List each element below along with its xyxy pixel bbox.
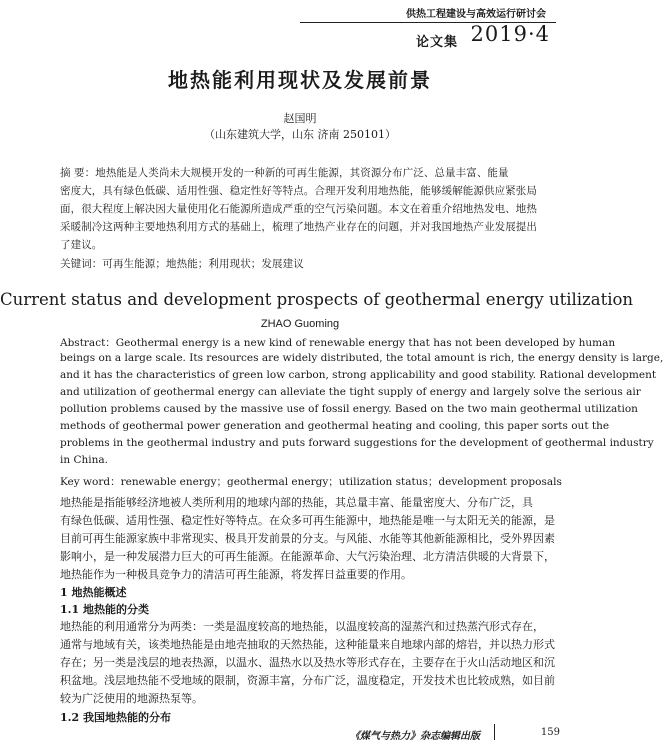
header-year-issue: 2019·4 xyxy=(470,22,550,46)
abstract-en-line: pollution problems caused by the massive use of fossil energy. Based on the two main geothermal utilization xyxy=(60,403,638,415)
body-text-line: 较为广泛使用的地源热泵等。 xyxy=(60,692,203,705)
body-text-line: 有绿色低碳、适用性强、稳定性好等特点。在众多可再生能源中，地热能是唯一与太阳无关的能源，是 xyxy=(60,514,555,527)
page-number: 159 xyxy=(540,727,560,738)
abstract-en-line: in China. xyxy=(60,454,108,466)
abstract-cn-line: 采暖制冷这两种主要地热利用方式的基础上，梳理了地热产业存在的问题，并对我国地热产业发展提出 xyxy=(60,221,537,233)
subsection-heading: 1.1 地热能的分类 xyxy=(60,603,149,616)
abstract-en-line: problems in the geothermal industry and puts forward suggestions for the development of geothermal industry xyxy=(60,437,654,449)
body-text-line: 通常与地域有关，该类地热能是由地壳抽取的天然热能，这种能量来自地球内部的熔岩，并以热力形式 xyxy=(60,638,555,651)
body-text-line: 地热能作为一种极具竞争力的清洁可再生能源，将发挥日益重要的作用。 xyxy=(60,568,412,581)
abstract-en-line: Abstract：Geothermal energy is a new kind of renewable energy that has not been developed by human xyxy=(60,337,616,349)
footer-journal-name: 《煤气与热力》杂志编辑出版 xyxy=(350,731,480,742)
header-journal-name: 供热工程建设与高效运行研讨会 xyxy=(406,9,546,20)
keywords-en: Key word：renewable energy；geothermal energy；utilization status；development proposals xyxy=(60,476,562,488)
abstract-en-line: and it has the characteristics of green low carbon, strong applicability and good stability. Rational development xyxy=(60,369,657,381)
abstract-cn-line: 了建议。 xyxy=(60,239,103,251)
body-text-line: 目前可再生能源家族中非常现实、极具开发前景的分支。与风能、水能等其他新能源相比，受外界因素 xyxy=(60,532,555,545)
abstract-en-line: methods of geothermal power generation and geothermal heating and cooling, this paper sorts out the xyxy=(60,420,610,432)
header-section-label: 论文集 xyxy=(415,35,458,50)
author-name-en: ZHAO Guoming xyxy=(260,318,340,330)
section-heading: 1 地热能概述 xyxy=(60,586,127,599)
author-affiliation-cn: （山东建筑大学，山东 济南 250101） xyxy=(204,128,396,141)
abstract-cn-line: 摘 要：地热能是人类尚未大规模开发的一种新的可再生能源，其资源分布广泛、总量丰富、能量 xyxy=(60,167,509,179)
body-text-line: 影响小，是一种发展潜力巨大的可再生能源。在能源革命、大气污染治理、北方清洁供暖的大背景下， xyxy=(60,550,555,563)
body-text-line: 地热能的利用通常分为两类：一类是温度较高的地热能，以温度较高的湿蒸汽和过热蒸汽形式存在， xyxy=(60,620,544,633)
abstract-en-line: and utilization of geothermal energy can alleviate the tight supply of energy and largely solve the serious air xyxy=(60,386,641,398)
body-text-line: 积盆地。浅层地热能不受地域的限制，资源丰富，分布广泛，温度稳定，开发技术也比较成熟，如目前 xyxy=(60,674,555,687)
subsection-heading: 1.2 我国地热能的分布 xyxy=(60,711,171,724)
abstract-cn-line: 面，很大程度上解决因大量使用化石能源所造成严重的空气污染问题。本文在着重介绍地热发电、地热 xyxy=(60,203,537,215)
paper-title-cn: 地热能利用现状及发展前景 xyxy=(168,68,432,92)
abstract-en-line: beings on a large scale. Its resources are widely distributed, the total amount is rich, the energy density is large, xyxy=(60,352,663,364)
keywords-cn: 关键词：可再生能源；地热能；利用现状；发展建议 xyxy=(60,258,304,270)
paper-title-en: Current status and development prospects of geothermal energy utilization xyxy=(0,290,634,309)
body-text-line: 存在；另一类是浅层的地表热源，以温水、温热水以及热水等形式存在，主要存在于火山活动地区和沉 xyxy=(60,656,555,669)
author-name-cn: 赵国明 xyxy=(283,112,317,125)
body-text-line: 地热能是指能够经济地被人类所利用的地球内部的热能，其总量丰富、能量密度大、分布广泛，具 xyxy=(60,496,533,509)
footer-divider xyxy=(494,724,495,740)
abstract-cn-line: 密度大，具有绿色低碳、适用性强、稳定性好等特点。合理开发利用地热能，能够缓解能源供应紧张局 xyxy=(60,185,537,197)
